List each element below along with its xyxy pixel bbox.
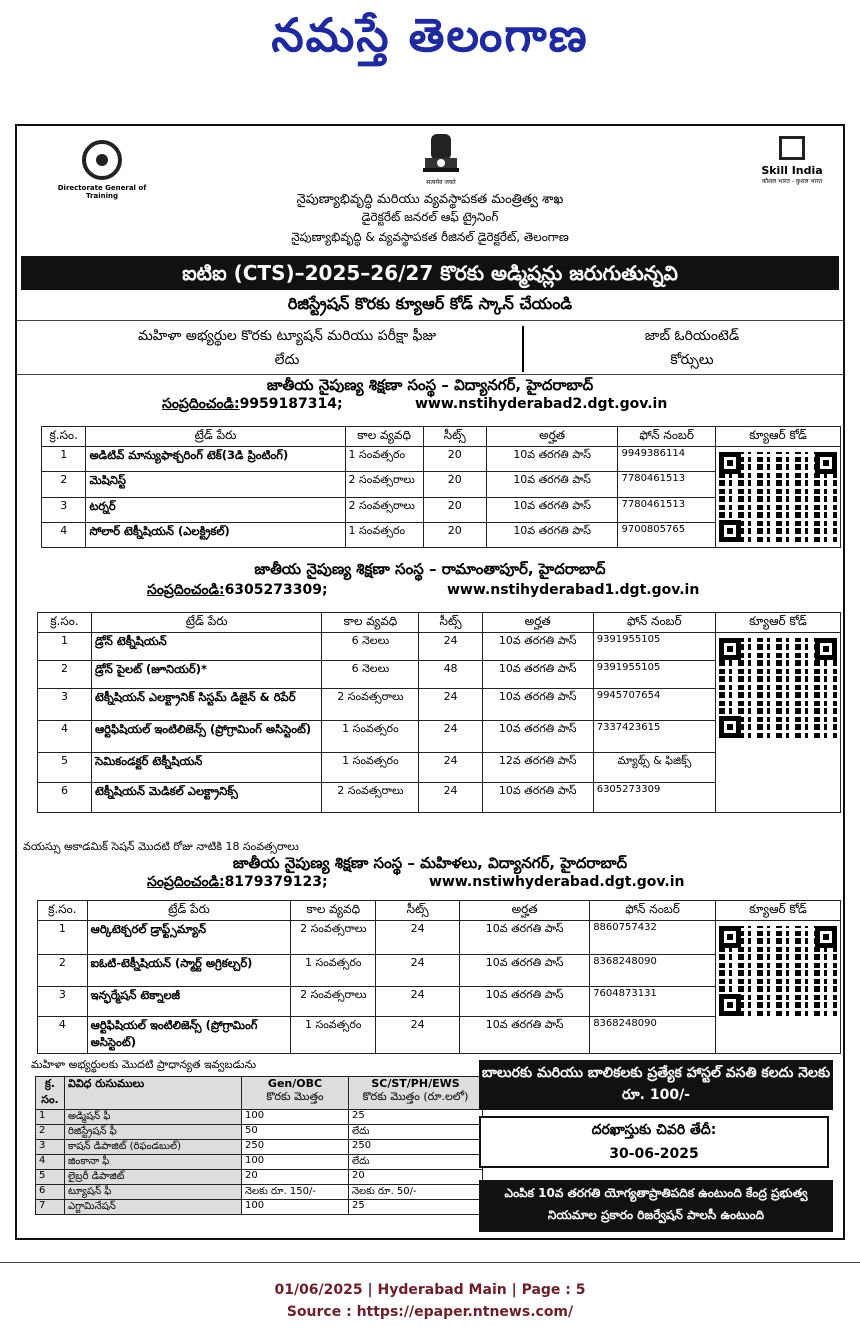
qr-code-icon[interactable] [719,452,837,542]
fee-name: ఎగ్జామినేషన్ [65,1200,242,1215]
row-trade: డ్రోన్ టెక్నీషియన్ [92,633,322,661]
women-priority-note: మహిళా అభ్యర్థులకు మొదటి ప్రాధాన్యత ఇవ్వబడును [31,1058,257,1071]
row-phone: 9945707654 [593,689,715,721]
institute-2-table [37,612,841,813]
col-trade: ట్రేడ్ పేరు [92,613,322,633]
fee-name: ట్యూషన్ ఫీ [65,1185,242,1200]
row-sno: 2 [38,661,92,689]
col-qualification: అర్హత [486,427,618,447]
col-trade: ట్రేడ్ పేరు [86,427,345,447]
fee-sc: లేదు [349,1155,483,1170]
table-header-row [36,1077,483,1110]
row-phone: 9949386114 [618,447,716,472]
col-sno: క్ర.సం. [38,613,92,633]
fee-sc: 250 [349,1140,483,1155]
row-phone: మ్యాథ్స్ & ఫిజిక్స్ [593,753,715,783]
fee-sno: 3 [36,1140,65,1155]
skill-india-tagline: कौशल भारत - कुशल भारत [761,178,823,185]
gear-icon [82,140,122,180]
row-phone: 8368248090 [590,1017,716,1054]
col-qr: క్యూఆర్ కోడ్ [716,613,841,633]
fee-name: కాషన్ డిపాజిట్ (రిఫండబుల్) [65,1140,242,1155]
contact-label: సంప్రదించండి: [162,396,240,412]
institute-3-table [37,900,841,1054]
fee-sno: 2 [36,1125,65,1140]
row-seats: 24 [419,753,482,783]
row-qualification: 10వ తరగతి పాస్ [482,689,593,721]
row-phone: 7337423615 [593,721,715,753]
table-row [36,1125,483,1140]
fee-gen: 100 [242,1200,349,1215]
col-seats: సీట్స్ [376,901,460,921]
table-row [36,1155,483,1170]
row-phone: 8860757432 [590,921,716,955]
row-duration: 1 సంవత్సరం [345,522,423,547]
row-qualification: 12వ తరగతి పాస్ [482,753,593,783]
fee-sno: 4 [36,1155,65,1170]
row-trade: ఐఓటి-టెక్నీషియన్ (స్మార్ట్ అగ్రికల్చర్) [87,955,291,987]
fee-name: జింకానా ఫీ [65,1155,242,1170]
col-trade: ట్రేడ్ పేరు [87,901,291,921]
hostel-notice: బాలురకు మరియు బాలికలకు ప్రత్యేక హాస్టల్ వసతి కలదు నెలకు రూ. 100/- [479,1060,833,1110]
row-phone: 6305273309 [593,783,715,813]
row-seats: 24 [419,721,482,753]
fee-sno: 7 [36,1200,65,1215]
institute-1-contact [162,396,343,415]
row-trade: టెక్నీషియన్ ఎలక్ట్రానిక్ సిస్టమ్ డిజైన్ & రిపేర్ [92,689,322,721]
fee-gen: 50 [242,1125,349,1140]
row-qualification: 10వ తరగతి పాస్ [460,987,590,1017]
divider [17,374,843,375]
qr-code-icon[interactable] [719,926,837,1016]
qr-cell [716,447,841,548]
row-trade: సెమికండక్టర్ టెక్నీషియన్ [92,753,322,783]
row-sno: 4 [42,522,86,547]
row-trade: ఆర్కిటెక్చరల్ డ్రాఫ్ట్స్‌మ్యాన్ [87,921,291,955]
row-trade: టెక్నీషియన్ మెడికల్ ఎలక్ట్రానిక్స్ [92,783,322,813]
row-sno: 3 [38,689,92,721]
fee-gen: 20 [242,1170,349,1185]
ministry-line-1: నైపుణ్యాభివృద్ధి మరియు వ్యవస్థాపకత మంత్రిత్వ శాఖ [296,192,564,207]
table-row [36,1200,483,1215]
row-qualification: 10వ తరగతి పాస్ [486,447,618,472]
contact-number: 8179379123; [224,874,328,890]
row-duration: 1 సంవత్సరం [322,753,419,783]
fee-gen: 100 [242,1110,349,1125]
row-seats: 20 [423,447,486,472]
qr-cell [716,921,841,1054]
footer-source-line[interactable]: Source : https://epaper.ntnews.com/ [286,1304,574,1320]
institute-2-contact [147,582,328,601]
deadline-label: దరఖాస్తుకు చివరి తేదీ: [591,1122,717,1138]
fee-sc: 25 [349,1200,483,1215]
row-qualification: 10వ తరగతి పాస్ [482,783,593,813]
admission-banner: ఐటిఐ (CTS)–2025–26/27 కొరకు అడ్మిషన్లు జరుగుతున్నవి [21,256,839,290]
row-duration: 1 సంవత్సరం [291,1017,376,1054]
fee-col-gen [242,1077,349,1110]
col-duration: కాల వ్యవధి [322,613,419,633]
fee-waiver-line2: లేదు [274,352,300,368]
fee-col-gen-line1: Gen/OBC [267,1077,323,1090]
footer-divider [0,1262,860,1263]
fee-sno: 5 [36,1170,65,1185]
qr-cell [716,633,841,813]
row-seats: 24 [419,783,482,813]
table-row [36,1185,483,1200]
fee-waiver-note [57,324,517,372]
row-qualification: 10వ తరగతి పాస్ [460,921,590,955]
col-phone: ఫోన్ నంబర్ [590,901,716,921]
row-trade: టర్నర్ [86,497,345,522]
fee-gen: 250 [242,1140,349,1155]
row-seats: 20 [423,497,486,522]
job-oriented-line2: కోర్సులు [670,352,714,368]
row-phone: 8368248090 [590,955,716,987]
table-row [36,1110,483,1125]
national-emblem-icon [417,128,465,190]
deadline-date: 30-06-2025 [609,1146,699,1162]
row-duration: 2 సంవత్సరాలు [291,987,376,1017]
table-row [42,447,841,472]
row-seats: 24 [376,987,460,1017]
dgt-logo [47,140,157,200]
institute-3-website[interactable]: www.nstiwhyderabad.dgt.gov.in [429,874,685,890]
row-trade: ఆర్టిఫిషియల్ ఇంటిలిజెన్స్ (ప్రోగ్రామింగ్ అసిస్టెంట్) [87,1017,291,1054]
fee-gen: నెలకు రూ. 150/- [242,1185,349,1200]
emblem-caption: सत्यमेव जयते [426,179,456,186]
row-qualification: 10వ తరగతి పాస్ [460,955,590,987]
fee-col-gen-line2: కొరకు మొత్తం [266,1090,324,1103]
row-seats: 48 [419,661,482,689]
ministry-line-3: నైపుణ్యాభివృద్ధి & వ్యవస్థాపకత రీజినల్ డైరెక్టరేట్, తెలంగాణ [291,230,569,244]
masthead-title: నమస్తే తెలంగాణ [271,8,589,62]
fee-sno: 1 [36,1110,65,1125]
fee-sno: 6 [36,1185,65,1200]
row-trade: అడిటివ్ మాన్యుఫాక్చరింగ్ టెక్(3డి ప్రింటింగ్) [86,447,345,472]
row-seats: 20 [423,472,486,497]
col-sno: క్ర.సం. [38,901,88,921]
row-sno: 2 [42,472,86,497]
ministry-line-2: డైరెక్టరేట్ జనరల్ ఆఫ్ ట్రైనింగ్ [361,210,499,224]
vertical-divider [522,326,524,372]
row-sno: 4 [38,721,92,753]
dgt-caption: Directorate General of Training [57,184,147,200]
contact-label: సంప్రదించండి: [147,582,225,598]
row-phone: 7604873131 [590,987,716,1017]
row-sno: 2 [38,955,88,987]
fee-name: రిజిస్ట్రేషన్ ఫీ [65,1125,242,1140]
row-duration: 2 సంవత్సరాలు [345,472,423,497]
table-row [36,1140,483,1155]
institute-3-contact [147,874,328,893]
col-sno: క్ర.సం. [42,427,86,447]
col-duration: కాల వ్యవధి [291,901,376,921]
col-qr: క్యూఆర్ కోడ్ [716,901,841,921]
fee-gen: 100 [242,1155,349,1170]
fee-sc: 25 [349,1110,483,1125]
fee-col-sno: క్ర. సం. [36,1077,65,1110]
contact-label: సంప్రదించండి: [147,874,225,890]
row-seats: 20 [423,522,486,547]
row-sno: 1 [38,921,88,955]
row-trade: మెషినిస్ట్ [86,472,345,497]
institute-1-website[interactable]: www.nstihyderabad2.dgt.gov.in [415,396,668,412]
deadline-box [479,1116,829,1168]
col-phone: ఫోన్ నంబర్ [618,427,716,447]
fee-name: అడ్మిషన్ ఫీ [65,1110,242,1125]
row-duration: 2 సంవత్సరాలు [291,921,376,955]
table-header-row [42,427,841,447]
skill-india-logo [752,136,832,185]
row-trade: ఇన్ఫర్మేషన్ టెక్నాలజీ [87,987,291,1017]
row-sno: 3 [38,987,88,1017]
selection-policy-notice: ఎంపిక 10వ తరగతి యోగ్యతాప్రాతిపదిక ఉంటుంది కేంద్ర ప్రభుత్వ నియమాల ప్రకారం రిజర్వేషన్ పాలసీ ఉంటుంది [479,1180,833,1232]
contact-number: 6305273309; [224,582,328,598]
row-qualification: 10వ తరగతి పాస్ [486,497,618,522]
qr-code-icon[interactable] [719,638,837,738]
row-trade: డ్రోన్ పైలట్ (జూనియర్)* [92,661,322,689]
scan-instruction: రిజిస్ట్రేషన్ కొరకు క్యూఆర్ కోడ్ స్కాన్ చేయండి [287,294,573,313]
row-seats: 24 [419,689,482,721]
advertisement-frame [15,124,845,1240]
row-phone: 9700805765 [618,522,716,547]
row-sno: 4 [38,1017,88,1054]
col-seats: సీట్స్ [419,613,482,633]
footer-edition-line: 01/06/2025 | Hyderabad Main | Page : 5 [274,1282,586,1298]
fee-col-name: వివిధ రుసుములు [65,1077,242,1110]
col-qr: క్యూఆర్ కోడ్ [716,427,841,447]
institute-1-table [41,426,841,548]
row-trade: ఆర్టిఫిషియల్ ఇంటిలిజెన్స్ (ప్రోగ్రామింగ్ అసిస్టెంట్) [92,721,322,753]
row-qualification: 10వ తరగతి పాస్ [482,661,593,689]
institute-2-website[interactable]: www.nstihyderabad1.dgt.gov.in [447,582,700,598]
col-duration: కాల వ్యవధి [345,427,423,447]
table-row [36,1170,483,1185]
job-oriented-note [557,324,827,372]
row-seats: 24 [376,1017,460,1054]
institute-2-name: జాతీయ నైపుణ్య శిక్షణా సంస్థ – రామాంతాపూర్, హైదరాబాద్ [254,560,606,578]
row-phone: 9391955105 [593,661,715,689]
row-sno: 1 [42,447,86,472]
row-trade: సోలార్ టెక్నీషియన్ (ఎలక్ట్రికల్) [86,522,345,547]
table-header-row [38,901,841,921]
row-duration: 6 నెలలు [322,661,419,689]
row-seats: 24 [419,633,482,661]
row-phone: 9391955105 [593,633,715,661]
fee-sc: నెలకు రూ. 50/- [349,1185,483,1200]
row-duration: 2 సంవత్సరాలు [345,497,423,522]
col-qualification: అర్హత [482,613,593,633]
fee-col-sc-line1: SC/ST/PH/EWS [371,1077,460,1090]
job-oriented-line1: జాబ్ ఓరియంటెడ్ [644,328,740,344]
contact-number: 9959187314; [239,396,343,412]
table-row [38,633,841,661]
institute-3-name: జాతీయ నైపుణ్య శిక్షణా సంస్థ – మహిళలు, విద్యానగర్, హైదరాబాద్ [232,854,628,872]
row-duration: 6 నెలలు [322,633,419,661]
fees-table [35,1076,483,1215]
row-sno: 3 [42,497,86,522]
row-sno: 6 [38,783,92,813]
row-qualification: 10వ తరగతి పాస్ [482,721,593,753]
row-qualification: 10వ తరగతి పాస్ [486,522,618,547]
institute-1-name: జాతీయ నైపుణ్య శిక్షణా సంస్థ – విద్యానగర్, హైదరాబాద్ [266,376,594,394]
col-phone: ఫోన్ నంబర్ [593,613,715,633]
fee-waiver-line1: మహిళా అభ్యర్థుల కొరకు ట్యూషన్ మరియు పరీక్షా ఫీజు [137,328,437,344]
row-qualification: 10వ తరగతి పాస్ [482,633,593,661]
row-sno: 5 [38,753,92,783]
row-phone: 7780461513 [618,497,716,522]
fee-sc: 20 [349,1170,483,1185]
col-seats: సీట్స్ [423,427,486,447]
age-note: వయస్సు అకాడమిక్ సెషన్ మొదటి రోజు నాటికి 18 సంవత్సరాలు [23,840,299,853]
skill-india-text: Skill India [761,164,823,177]
row-qualification: 10వ తరగతి పాస్ [460,1017,590,1054]
fee-col-sc-line2: కొరకు మొత్తం (రూ.లలో) [362,1090,469,1103]
table-row [38,921,841,955]
col-qualification: అర్హత [460,901,590,921]
divider [17,320,843,321]
row-duration: 1 సంవత్సరం [345,447,423,472]
fee-sc: లేదు [349,1125,483,1140]
row-duration: 2 సంవత్సరాలు [322,783,419,813]
row-sno: 1 [38,633,92,661]
row-phone: 7780461513 [618,472,716,497]
fee-col-sc [349,1077,483,1110]
table-header-row [38,613,841,633]
fee-name: లైబ్రరీ డిపాజిట్ [65,1170,242,1185]
row-seats: 24 [376,955,460,987]
row-seats: 24 [376,921,460,955]
row-qualification: 10వ తరగతి పాస్ [486,472,618,497]
row-duration: 1 సంవత్సరం [322,721,419,753]
row-duration: 2 సంవత్సరాలు [322,689,419,721]
row-duration: 1 సంవత్సరం [291,955,376,987]
monitor-icon [779,136,805,160]
